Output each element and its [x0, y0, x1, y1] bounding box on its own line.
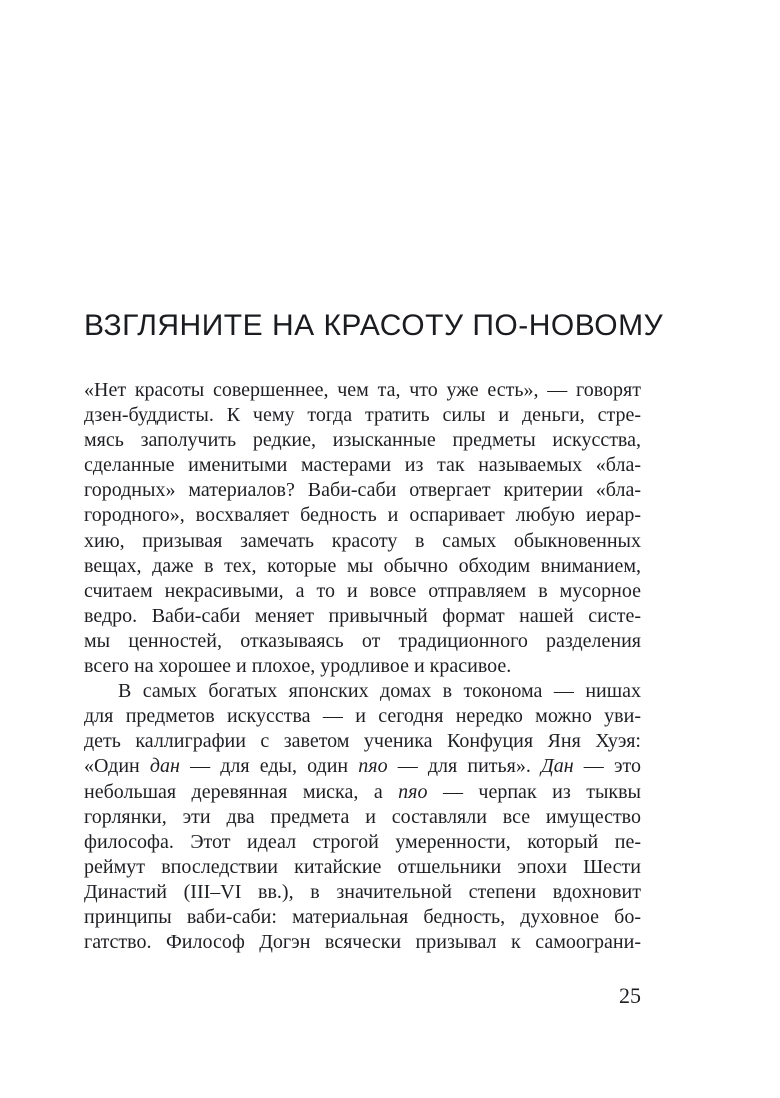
text-run: принципы ваби-саби: материальная бедность, духовное бо- [84, 905, 641, 928]
text-line [84, 754, 641, 779]
text-run: городного», восхваляет бедность и оспаривает любую иерар- [84, 504, 641, 527]
text-line [84, 805, 641, 830]
text-run: гатство. Философ Догэн всячески призывал к самоограни- [84, 931, 641, 954]
text-line [84, 503, 641, 528]
text-run: «Один [84, 755, 150, 778]
text-line [84, 855, 641, 880]
italic-term: дан [149, 755, 180, 778]
text-run: — это [573, 755, 642, 778]
text-line [84, 679, 641, 704]
text-run: мы ценностей, отказываясь от традиционного разделения [84, 629, 641, 652]
text-run: В самых богатых японских домах в токонома — нишах [118, 680, 641, 703]
text-line [84, 704, 641, 729]
text-line [84, 403, 641, 428]
text-run: ведро. Ваби-саби меняет привычный формат нашей систе- [84, 604, 641, 627]
text-run: вещах, даже в тех, которые мы обычно обходим вниманием, [84, 554, 641, 577]
text-run: мясь заполучить редкие, изысканные предметы искусства, [84, 429, 641, 452]
text-run: хию, призывая замечать красоту в самых обыкновенных [84, 529, 641, 552]
text-run: реймут впоследствии китайские отшельники эпохи Шести [84, 855, 641, 878]
text-line [84, 378, 641, 403]
text-run: горлянки, эти два предмета и составляли все имущество [84, 805, 641, 828]
chapter-heading: ВЗГЛЯНИТЕ НА КРАСОТУ ПО-НОВОМУ [84, 309, 664, 342]
body-text [84, 378, 641, 955]
text-run: — черпак из тыквы [427, 780, 641, 803]
text-line [84, 453, 641, 478]
italic-term: Дан [541, 755, 574, 778]
text-line [84, 579, 641, 604]
paragraph [84, 378, 641, 679]
text-line [84, 905, 641, 930]
text-line [84, 654, 641, 679]
page-number: 25 [619, 983, 641, 1008]
text-line [84, 604, 641, 629]
text-run: сделанные именитыми мастерами из так называемых «бла- [84, 454, 641, 477]
text-run: небольшая деревянная миска, а [84, 780, 399, 803]
text-run: — для питья». [387, 755, 541, 778]
text-run: городных» материалов? Ваби-саби отвергает критерии «бла- [84, 479, 641, 502]
text-line [84, 478, 641, 503]
text-run: философа. Этот идеал строгой умеренности, который пе- [84, 830, 641, 853]
text-run: Династий (III–VI вв.), в значительной степени вдохновит [84, 880, 641, 903]
paragraph [84, 679, 641, 955]
text-run: — для еды, один [179, 755, 359, 778]
text-run: всего на хорошее и плохое, уродливое и красивое. [84, 655, 512, 678]
text-run: «Нет красоты совершеннее, чем та, что уже есть», — говорят [84, 379, 641, 401]
text-line [84, 729, 641, 754]
text-run: деть каллиграфии с заветом ученика Конфуция Яня Хуэя: [84, 730, 641, 753]
text-line [84, 880, 641, 905]
text-run: для предметов искусства — и сегодня нередко можно уви- [84, 705, 641, 728]
italic-term: пяо [358, 755, 388, 778]
italic-term: пяо [398, 780, 428, 803]
text-run: дзен-буддисты. К чему тогда тратить силы и деньги, стре- [84, 404, 641, 427]
text-run: считаем некрасивыми, а то и вовсе отправляем в мусорное [84, 579, 641, 602]
text-line [84, 629, 641, 654]
text-line [84, 428, 641, 453]
text-line [84, 830, 641, 855]
text-line [84, 554, 641, 579]
text-line [84, 780, 641, 805]
text-line [84, 930, 641, 955]
text-line [84, 529, 641, 554]
